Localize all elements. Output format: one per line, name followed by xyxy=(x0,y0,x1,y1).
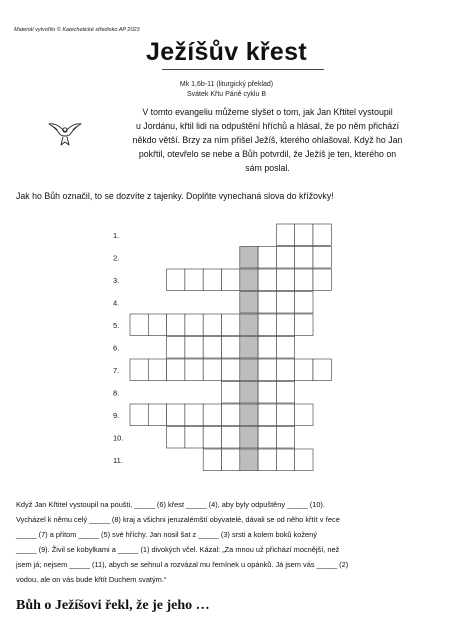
crossword-cell[interactable] xyxy=(276,247,294,269)
liturgical-occasion: Svátek Křtu Páně cyklu B xyxy=(187,91,266,98)
crossword-cell[interactable] xyxy=(203,359,221,381)
crossword-row-number: 6. xyxy=(113,343,120,353)
crossword-cell[interactable] xyxy=(258,314,276,336)
crossword-cell[interactable] xyxy=(222,404,240,426)
crossword-cell[interactable] xyxy=(276,269,294,291)
crossword-row-number: 5. xyxy=(113,320,120,330)
crossword-cell[interactable] xyxy=(258,269,276,291)
crossword-secret-cell[interactable] xyxy=(240,269,258,291)
dove-icon xyxy=(46,116,84,154)
copyright-credit: Materiál vytvořilo © Katechetické středisko AP 2023 xyxy=(14,27,140,33)
story-text-line: vodou, ale on vás bude křtít Duchem svatým.“ xyxy=(16,575,167,584)
crossword-cell[interactable] xyxy=(222,382,240,404)
crossword-cell[interactable] xyxy=(276,337,294,359)
crossword-cell[interactable] xyxy=(295,269,313,291)
crossword-row-number: 4. xyxy=(113,298,120,308)
intro-text-line: někdo větší. Brzy za ním přišel Ježíš, kterého ohlašoval. Když ho Jan xyxy=(132,135,403,145)
title-underline xyxy=(162,69,324,70)
crossword-row-number: 10. xyxy=(113,433,124,443)
crossword-cell[interactable] xyxy=(185,359,203,381)
crossword-secret-cell[interactable] xyxy=(240,449,258,471)
crossword-cell[interactable] xyxy=(313,224,331,246)
crossword-cell[interactable] xyxy=(203,314,221,336)
crossword-cell[interactable] xyxy=(167,314,185,336)
crossword-cell[interactable] xyxy=(222,337,240,359)
crossword-cell[interactable] xyxy=(222,359,240,381)
instructions: Jak ho Bůh označil, to se dozvíte z tajenky. Doplňte vynechaná slova do křížovky! xyxy=(16,191,334,201)
crossword-cell[interactable] xyxy=(276,359,294,381)
crossword-cell[interactable] xyxy=(167,269,185,291)
crossword-cell[interactable] xyxy=(148,404,166,426)
crossword-cell[interactable] xyxy=(203,269,221,291)
crossword-cell[interactable] xyxy=(313,269,331,291)
crossword-cell[interactable] xyxy=(295,224,313,246)
crossword-cell[interactable] xyxy=(130,404,148,426)
crossword-row-number: 3. xyxy=(113,275,120,285)
crossword-cell[interactable] xyxy=(185,269,203,291)
crossword-row-number: 9. xyxy=(113,410,120,420)
crossword-cell[interactable] xyxy=(258,247,276,269)
intro-text-line: sám poslal. xyxy=(245,163,290,173)
crossword-cell[interactable] xyxy=(276,314,294,336)
crossword-secret-cell[interactable] xyxy=(240,359,258,381)
crossword-cell[interactable] xyxy=(148,359,166,381)
crossword-cell[interactable] xyxy=(203,449,221,471)
crossword-secret-cell[interactable] xyxy=(240,404,258,426)
crossword-cell[interactable] xyxy=(258,292,276,314)
story-text-line: _____ (9). Živil se kobylkami a _____ (1) divokých včel. Kázal: „Za mnou už přichází mocnější, než xyxy=(16,545,340,554)
crossword-cell[interactable] xyxy=(222,427,240,449)
crossword-secret-cell[interactable] xyxy=(240,382,258,404)
crossword-cell[interactable] xyxy=(203,404,221,426)
story-text-line: jsem já; nejsem _____ (11), abych se sehnul a rozvázal mu řemínek u opánků. Já jsem vás _____ (2) xyxy=(16,560,349,569)
crossword-cell[interactable] xyxy=(258,427,276,449)
crossword-grid xyxy=(113,222,433,472)
story-text-line: Vycházel k němu celý _____ (8) kraj a všichni jeruzalémští obyvatelé, dávali se od něho křtít v řece xyxy=(16,515,340,524)
crossword-secret-cell[interactable] xyxy=(240,247,258,269)
crossword-cell[interactable] xyxy=(295,359,313,381)
story-text-line: Když Jan Křtitel vystoupil na poušti, _____ (6) křest _____ (4), aby byly odpuštěny _____ (10). xyxy=(16,500,325,509)
crossword-cell[interactable] xyxy=(295,247,313,269)
crossword-cell[interactable] xyxy=(313,247,331,269)
crossword-cell[interactable] xyxy=(203,337,221,359)
crossword-cell[interactable] xyxy=(167,337,185,359)
crossword-cell[interactable] xyxy=(295,314,313,336)
crossword-cell[interactable] xyxy=(167,404,185,426)
crossword-cell[interactable] xyxy=(130,314,148,336)
crossword-secret-cell[interactable] xyxy=(240,427,258,449)
crossword-row-number: 11. xyxy=(113,455,123,465)
crossword-secret-cell[interactable] xyxy=(240,292,258,314)
crossword-cell[interactable] xyxy=(185,314,203,336)
crossword-cell[interactable] xyxy=(295,449,313,471)
crossword-secret-cell[interactable] xyxy=(240,337,258,359)
crossword-cell[interactable] xyxy=(276,292,294,314)
crossword-cell[interactable] xyxy=(130,359,148,381)
page-title: Ježíšův křest xyxy=(146,38,307,66)
crossword-cell[interactable] xyxy=(295,292,313,314)
crossword-cell[interactable] xyxy=(203,427,221,449)
story-text-line: _____ (7) a přitom _____ (5) své hříchy. Jan nosil šat z _____ (3) srsti a kolem boků kožený xyxy=(16,530,317,539)
crossword-cell[interactable] xyxy=(185,427,203,449)
crossword-cell[interactable] xyxy=(258,359,276,381)
secret-question: Bůh o Ježíšovi řekl, že je jeho … xyxy=(16,598,210,613)
crossword-row-number: 1. xyxy=(113,230,120,240)
crossword-row-number: 7. xyxy=(113,365,120,375)
crossword-cell[interactable] xyxy=(185,337,203,359)
crossword-cell[interactable] xyxy=(276,382,294,404)
crossword-cell[interactable] xyxy=(276,404,294,426)
crossword-cell[interactable] xyxy=(167,359,185,381)
crossword-cell[interactable] xyxy=(276,449,294,471)
crossword-secret-cell[interactable] xyxy=(240,314,258,336)
crossword-cell[interactable] xyxy=(222,314,240,336)
crossword-row-number: 8. xyxy=(113,388,120,398)
crossword-cell[interactable] xyxy=(276,427,294,449)
crossword-cell[interactable] xyxy=(148,314,166,336)
bible-reference: Mk 1,6b-11 (liturgický překlad) xyxy=(179,81,274,88)
crossword-cell[interactable] xyxy=(313,359,331,381)
crossword-cell[interactable] xyxy=(295,404,313,426)
crossword-cell[interactable] xyxy=(258,449,276,471)
intro-text-line: V tomto evangeliu můžeme slyšet o tom, jak Jan Křtitel vystoupil xyxy=(142,107,393,117)
crossword-cell[interactable] xyxy=(258,404,276,426)
crossword-cell[interactable] xyxy=(258,337,276,359)
crossword-row-number: 2. xyxy=(113,253,120,263)
crossword-cell[interactable] xyxy=(258,382,276,404)
crossword-cell[interactable] xyxy=(222,449,240,471)
crossword-cell[interactable] xyxy=(276,224,294,246)
crossword-cell[interactable] xyxy=(185,404,203,426)
crossword-cell[interactable] xyxy=(222,269,240,291)
intro-text-line: pokřtil, otevřelo se nebe a Bůh potvrdil, že Ježíš je ten, kterého on xyxy=(138,149,397,159)
intro-text-line: u Jordánu, křtil lidi na odpuštění hříchů a hlásal, že po něm přichází xyxy=(135,121,400,131)
crossword-cell[interactable] xyxy=(167,427,185,449)
